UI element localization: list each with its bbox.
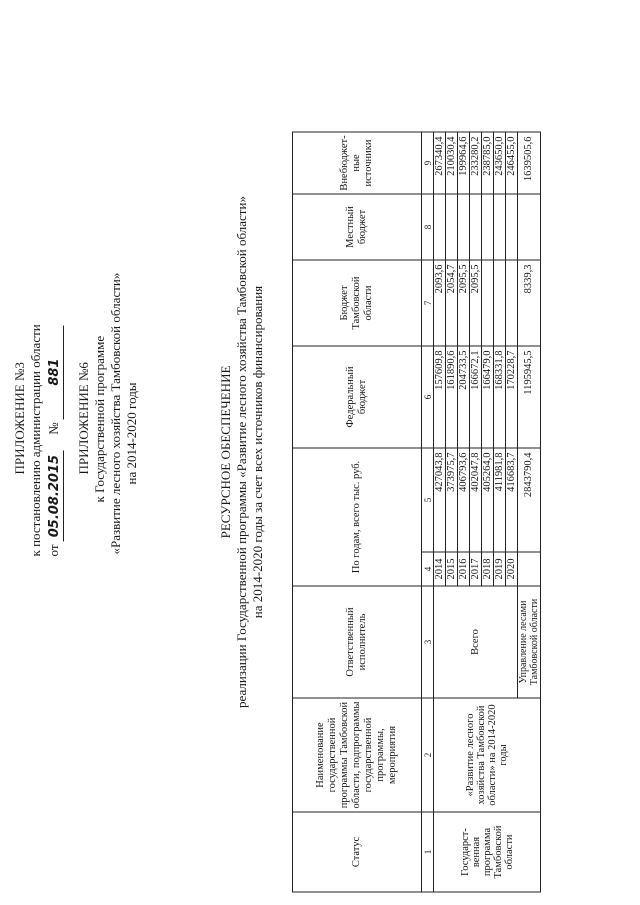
resource-table (292, 131, 541, 892)
resolution-number: 881 (47, 325, 64, 419)
total-cell: 406793,6 (458, 448, 470, 552)
federal-cell: 157609,8 (434, 346, 446, 448)
header-local: Местный бюджет (293, 194, 422, 260)
total-cell: 402047,8 (470, 448, 482, 552)
executor-dept-cell: Управление лесами Тамбовской области (518, 586, 541, 698)
column-number-row (422, 132, 434, 892)
col-num: 3 (422, 586, 434, 698)
col-num: 4 (422, 552, 434, 586)
resolution-line: к постановлению администрации области (28, 324, 43, 557)
extra-cell: 267340,4 (434, 132, 446, 194)
extra-cell: 1639505,6 (518, 132, 541, 194)
program-name-cell: «Развитие лесного хозяйства Тамбовской области» на 2014-2020 годы (434, 698, 541, 812)
local-cell (446, 194, 458, 260)
year-cell (518, 552, 541, 586)
col-num: 5 (422, 448, 434, 552)
number-prefix: № (46, 422, 61, 435)
table-row (434, 132, 446, 892)
year-cell: 2019 (494, 552, 506, 586)
local-cell (482, 194, 494, 260)
regional-cell (494, 260, 506, 346)
federal-cell: 170228,7 (506, 346, 518, 448)
federal-cell: 166672,1 (470, 346, 482, 448)
federal-cell: 1195945,5 (518, 346, 541, 448)
col-num: 7 (422, 260, 434, 346)
total-cell: 405264,0 (482, 448, 494, 552)
header-status: Статус (293, 812, 422, 892)
local-cell (470, 194, 482, 260)
year-cell: 2014 (434, 552, 446, 586)
col-num: 6 (422, 346, 434, 448)
regional-cell (482, 260, 494, 346)
year-cell: 2018 (482, 552, 494, 586)
resolution-date-line (46, 325, 64, 556)
extra-cell: 199964,6 (458, 132, 470, 194)
extra-cell: 233280,2 (470, 132, 482, 194)
title-line3: на 2014-2020 годы за счет всех источников финансирования (250, 285, 265, 619)
year-cell: 2016 (458, 552, 470, 586)
regional-cell: 2054,7 (446, 260, 458, 346)
appendix-6-label: ПРИЛОЖЕНИЕ №6 (76, 362, 91, 475)
header-federal: Федеральный бюджет (293, 346, 422, 448)
federal-cell: 166479,0 (482, 346, 494, 448)
document-title (218, 0, 266, 905)
col-num: 2 (422, 698, 434, 812)
title-main: РЕСУРСНОЕ ОБЕСПЕЧЕНИЕ (218, 365, 233, 539)
local-cell (506, 194, 518, 260)
regional-cell: 8339,3 (518, 260, 541, 346)
header-row (293, 132, 422, 892)
regional-cell: 2093,6 (434, 260, 446, 346)
resolution-date: 05.08.2015 (47, 451, 64, 541)
year-cell: 2020 (506, 552, 518, 586)
year-cell: 2015 (446, 552, 458, 586)
col-num: 1 (422, 812, 434, 892)
year-cell: 2017 (470, 552, 482, 586)
header-regional: Бюджет Тамбовской области (293, 260, 422, 346)
extra-cell: 246455,0 (506, 132, 518, 194)
status-cell: Государст-венная программа Тамбовской области (434, 812, 541, 892)
appendix-3-label: ПРИЛОЖЕНИЕ №3 (12, 362, 27, 475)
regional-cell: 2095,5 (458, 260, 470, 346)
date-prefix: от (46, 544, 61, 557)
total-cell: 373975,7 (446, 448, 458, 552)
program-ref-line3: на 2014-2020 годы (124, 382, 139, 485)
header-total: По годам, всего тыс. руб. (293, 448, 422, 586)
local-cell (494, 194, 506, 260)
header-program-name: Наименование государственной программы Тамбовской области, подпрограммы государственной программы, мероприятия (293, 698, 422, 812)
program-ref-line2: «Развитие лесного хозяйства Тамбовской области» (108, 272, 123, 555)
federal-cell: 161890,6 (446, 346, 458, 448)
executor-all-cell: Всего (434, 586, 518, 698)
regional-cell: 2095,5 (470, 260, 482, 346)
total-cell: 416683,7 (506, 448, 518, 552)
col-num: 8 (422, 194, 434, 260)
extra-cell: 238785,0 (482, 132, 494, 194)
local-cell (458, 194, 470, 260)
local-cell (518, 194, 541, 260)
extra-cell: 243650,0 (494, 132, 506, 194)
header-extra: Внебюджет-ные источники (293, 132, 422, 194)
resource-table-wrapper (292, 133, 541, 893)
header-executor: Ответственный исполнитель (293, 586, 422, 698)
total-cell: 2843790,4 (518, 448, 541, 552)
federal-cell: 204733,5 (458, 346, 470, 448)
total-cell: 411981,8 (494, 448, 506, 552)
local-cell (434, 194, 446, 260)
title-line2: реализации Государственной программы «Развитие лесного хозяйства Тамбовской области» (234, 196, 249, 708)
regional-cell (506, 260, 518, 346)
total-cell: 427043,8 (434, 448, 446, 552)
col-num: 9 (422, 132, 434, 194)
extra-cell: 210030,4 (446, 132, 458, 194)
program-ref-line1: к Государственной программе (92, 335, 107, 503)
federal-cell: 168331,8 (494, 346, 506, 448)
